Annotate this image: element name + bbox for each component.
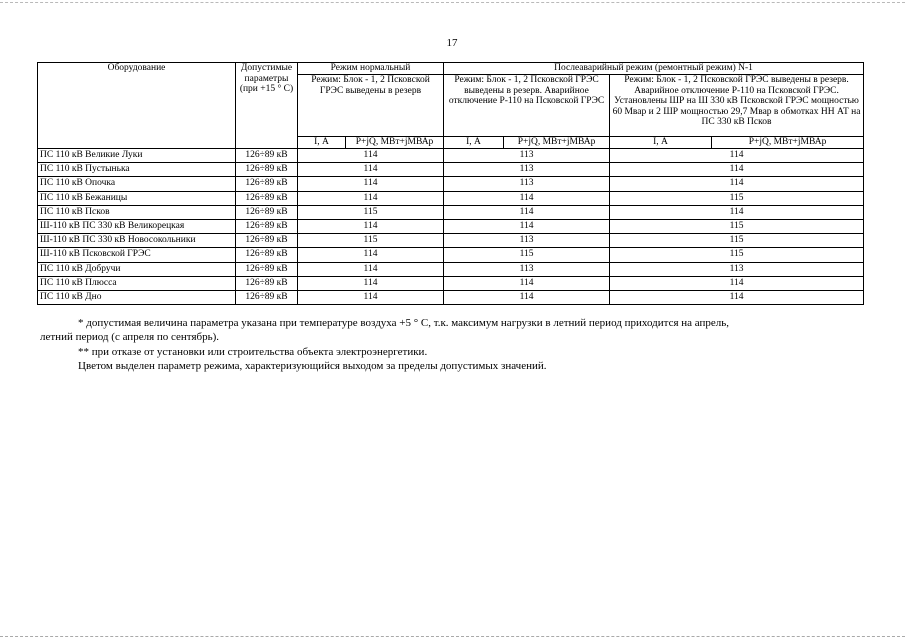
allowed-value: 126÷89 кВ [236, 219, 298, 233]
allowed-value: 126÷89 кВ [236, 205, 298, 219]
table-row [38, 248, 864, 262]
equipment-name: ПС 110 кВ Дно [38, 290, 236, 304]
normal-mode-value: 114 [298, 290, 444, 304]
table-row [38, 149, 864, 163]
normal-mode-value: 114 [298, 149, 444, 163]
post-2-mode-value: 115 [610, 234, 864, 248]
allowed-value: 126÷89 кВ [236, 191, 298, 205]
equipment-name: Ш-110 кВ ПС 330 кВ Новосокольники [38, 234, 236, 248]
allowed-value: 126÷89 кВ [236, 163, 298, 177]
footnote-1-line-1: * допустимая величина параметра указана при температуре воздуха +5 ° С, т.к. максимум нагрузки в летний период приходится на апрель, [78, 317, 730, 329]
post-1-mode-value: 115 [444, 248, 610, 262]
table-row [38, 219, 864, 233]
normal-mode-value: 114 [298, 262, 444, 276]
post-2-mode-value: 113 [610, 262, 864, 276]
post-1-mode-value: 113 [444, 177, 610, 191]
header-allowed-parameters: Допустимые параметры (при +15 ° С) [236, 63, 298, 149]
scan-edge-bottom [0, 636, 905, 637]
post-1-mode-value: 113 [444, 149, 610, 163]
header-post-emergency-mode: Послеаварийный режим (ремонтный режим) N-1 [444, 63, 864, 75]
unit-post-2-current: I, А [610, 137, 712, 149]
post-1-mode-value: 113 [444, 163, 610, 177]
mode-description-post-1: Режим: Блок - 1, 2 Псковской ГРЭС выведены в резерв. Аварийное отключение Р-110 на Псковской ГРЭС [444, 75, 610, 137]
equipment-name: ПС 110 кВ Плюсса [38, 276, 236, 290]
color-highlight-note: Цветом выделен параметр режима, характеризующийся выходом за пределы допустимых значений. [78, 360, 547, 372]
post-1-mode-value: 113 [444, 234, 610, 248]
post-1-mode-value: 113 [444, 262, 610, 276]
mode-description-post-2: Режим: Блок - 1, 2 Псковской ГРЭС выведены в резерв. Аварийное отключение Р-110 на Псковской ГРЭС. Установлены ШР на Ш 330 кВ Псковской ГРЭС мощностью 60 Мвар и 2 ШР мощностью 29,7 Мвар в обмотках НН АТ на ПС 330 кВ Псков [610, 75, 864, 137]
equipment-name: ПС 110 кВ Бежаницы [38, 191, 236, 205]
post-2-mode-value: 114 [610, 290, 864, 304]
equipment-name: ПС 110 кВ Псков [38, 205, 236, 219]
equipment-name: ПС 110 кВ Добручи [38, 262, 236, 276]
post-2-mode-value: 115 [610, 219, 864, 233]
post-2-mode-value: 114 [610, 177, 864, 191]
allowed-value: 126÷89 кВ [236, 276, 298, 290]
post-2-mode-value: 114 [610, 149, 864, 163]
table-row [38, 163, 864, 177]
header-equipment: Оборудование [38, 63, 236, 149]
post-1-mode-value: 114 [444, 205, 610, 219]
unit-post-1-current: I, А [444, 137, 504, 149]
equipment-name: Ш-110 кВ ПС 330 кВ Великорецкая [38, 219, 236, 233]
equipment-name: ПС 110 кВ Великие Луки [38, 149, 236, 163]
post-2-mode-value: 115 [610, 191, 864, 205]
allowed-value: 126÷89 кВ [236, 149, 298, 163]
page-number: 17 [446, 37, 458, 49]
normal-mode-value: 114 [298, 219, 444, 233]
post-2-mode-value: 115 [610, 248, 864, 262]
allowed-value: 126÷89 кВ [236, 248, 298, 262]
post-2-mode-value: 114 [610, 205, 864, 219]
table-row [38, 177, 864, 191]
allowed-value: 126÷89 кВ [236, 234, 298, 248]
post-1-mode-value: 114 [444, 219, 610, 233]
normal-mode-value: 114 [298, 191, 444, 205]
allowed-value: 126÷89 кВ [236, 262, 298, 276]
scan-edge-top [0, 2, 905, 3]
footnote-2: ** при отказе от установки или строительства объекта электроэнергетики. [78, 346, 428, 358]
footnote-1-line-2: летний период (с апреля по сентябрь). [40, 331, 220, 343]
allowed-value: 126÷89 кВ [236, 177, 298, 191]
post-1-mode-value: 114 [444, 276, 610, 290]
header-normal-mode: Режим нормальный [298, 63, 444, 75]
allowed-value: 126÷89 кВ [236, 290, 298, 304]
parameters-table [37, 62, 864, 305]
post-1-mode-value: 114 [444, 191, 610, 205]
unit-post-2-power: P+jQ, МВт+jМВАр [712, 137, 864, 149]
table-row [38, 276, 864, 290]
normal-mode-value: 114 [298, 276, 444, 290]
equipment-name: ПС 110 кВ Пустынька [38, 163, 236, 177]
table-row [38, 205, 864, 219]
normal-mode-value: 114 [298, 163, 444, 177]
equipment-name: Ш-110 кВ Псковской ГРЭС [38, 248, 236, 262]
normal-mode-value: 114 [298, 177, 444, 191]
equipment-name: ПС 110 кВ Опочка [38, 177, 236, 191]
header-row-main [38, 63, 864, 75]
post-1-mode-value: 114 [444, 290, 610, 304]
table-row [38, 290, 864, 304]
unit-post-1-power: P+jQ, МВт+jМВАр [504, 137, 610, 149]
table-row [38, 262, 864, 276]
post-2-mode-value: 114 [610, 276, 864, 290]
normal-mode-value: 115 [298, 234, 444, 248]
post-2-mode-value: 114 [610, 163, 864, 177]
unit-normal-power: P+jQ, МВт+jМВАр [346, 137, 444, 149]
table-row [38, 191, 864, 205]
unit-normal-current: I, А [298, 137, 346, 149]
mode-description-normal: Режим: Блок - 1, 2 Псковской ГРЭС выведены в резерв [298, 75, 444, 137]
table-row [38, 234, 864, 248]
normal-mode-value: 114 [298, 248, 444, 262]
normal-mode-value: 115 [298, 205, 444, 219]
